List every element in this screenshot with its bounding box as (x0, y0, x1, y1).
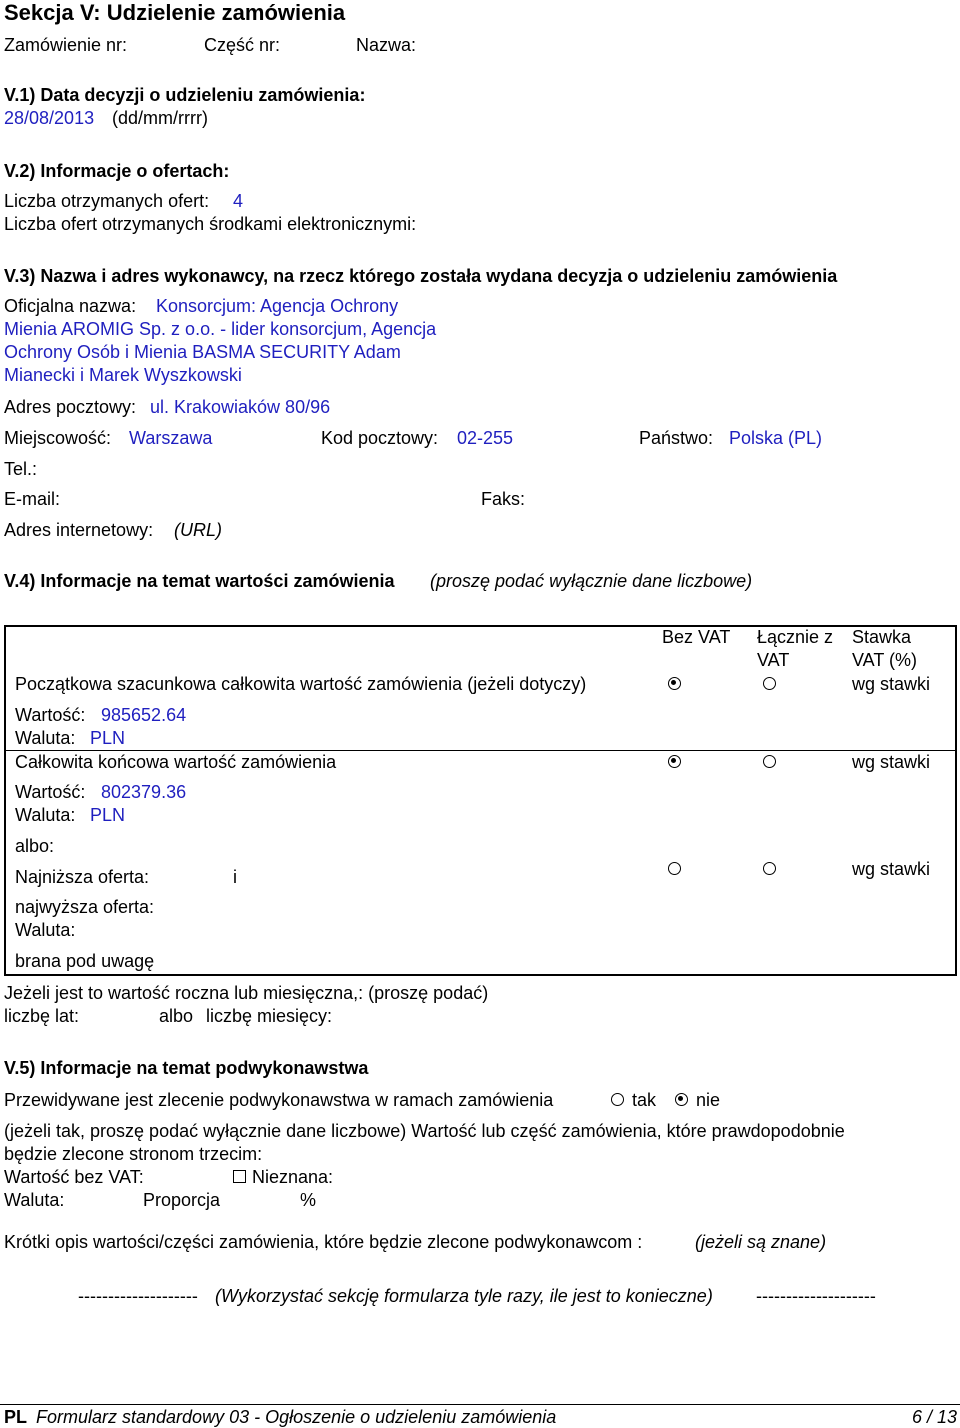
initial-vat-rate: wg stawki (852, 674, 931, 694)
initial-currency-label: Waluta: (15, 728, 76, 748)
unknown-label: Nieznana: (252, 1167, 334, 1187)
subcontract-currency-label: Waluta: (4, 1190, 65, 1210)
tel-label: Tel.: (4, 459, 38, 479)
col-header-lacznie: VAT (757, 650, 790, 670)
offers-count-label: Liczba otrzymanych ofert: (4, 191, 210, 211)
unknown-checkbox[interactable] (233, 1170, 246, 1183)
repeat-note-text: (Wykorzystać sekcję formularza tyle razy, ile jest to konieczne) (215, 1286, 713, 1306)
final-value-label: Całkowita końcowa wartość zamówienia (15, 752, 337, 772)
order-no-label: Zamówienie nr: (4, 35, 128, 55)
name-label: Nazwa: (356, 35, 417, 55)
initial-value-label: Początkowa szacunkowa całkowita wartość zamówienia (jeżeli dotyczy) (15, 674, 587, 694)
months-label: liczbę miesięcy: (206, 1006, 333, 1026)
col-header-bez-vat: Bez VAT (662, 627, 731, 647)
subcontract-note: będzie zlecone stronom trzecim: (4, 1144, 263, 1164)
range-currency-label: Waluta: (15, 920, 76, 940)
subcontract-no-label: nie (696, 1090, 721, 1110)
initial-amount-label: Wartość: (15, 705, 86, 725)
and-label: i (233, 867, 237, 887)
section-title: Sekcja V: Udzielenie zamówienia (4, 0, 346, 25)
range-vat-rate: wg stawki (852, 859, 931, 879)
subcontract-yes-radio[interactable] (611, 1093, 624, 1106)
footer-lang: PL (4, 1407, 28, 1427)
lowest-offer-label: Najniższa oferta: (15, 867, 150, 887)
short-description-hint: (jeżeli są znane) (695, 1232, 827, 1252)
final-lacznie-vat-radio[interactable] (763, 755, 776, 768)
official-name-line: Mienia AROMIG Sp. z o.o. - lider konsorcjum, Agencja (4, 319, 437, 339)
website-hint: (URL) (174, 520, 222, 540)
highest-offer-label: najwyższa oferta: (15, 897, 155, 917)
value-no-vat-label: Wartość bez VAT: (4, 1167, 144, 1187)
v3-heading: V.3) Nazwa i adres wykonawcy, na rzecz którego została wydana decyzja o udzieleniu zamówienia (4, 266, 838, 286)
footer-rule (0, 1404, 960, 1405)
electronic-offers-label: Liczba ofert otrzymanych środkami elektronicznymi: (4, 214, 417, 234)
col-header-stawka: Stawka (852, 627, 912, 647)
city-value: Warszawa (129, 428, 213, 448)
postal-code-label: Kod pocztowy: (321, 428, 439, 448)
annual-monthly-note: Jeżeli jest to wartość roczna lub miesięczna,: (proszę podać) (4, 983, 489, 1003)
v2-heading: V.2) Informacje o ofertach: (4, 161, 230, 181)
official-name-label: Oficjalna nazwa: (4, 296, 137, 316)
considered-label: brana pod uwagę (15, 951, 155, 971)
date-format-hint: (dd/mm/rrrr) (112, 108, 208, 128)
country-label: Państwo: (639, 428, 714, 448)
percent-label: % (300, 1190, 317, 1210)
subcontract-question: Przewidywane jest zlecenie podwykonawstwa w ramach zamówienia (4, 1090, 554, 1110)
v4-heading-hint: (proszę podać wyłącznie dane liczbowe) (430, 571, 753, 591)
country-value: Polska (PL) (729, 428, 823, 448)
postal-code-value: 02-255 (457, 428, 514, 448)
email-label: E-mail: (4, 489, 61, 509)
decision-date: 28/08/2013 (4, 108, 95, 128)
postal-address-value: ul. Krakowiaków 80/96 (150, 397, 331, 417)
initial-lacznie-vat-radio[interactable] (763, 677, 776, 690)
final-currency-label: Waluta: (15, 805, 76, 825)
final-amount-label: Wartość: (15, 782, 86, 802)
initial-currency-value: PLN (90, 728, 126, 748)
repeat-dashes-left: -------------------- (78, 1286, 198, 1306)
albo-label: albo (159, 1006, 194, 1026)
v5-heading: V.5) Informacje na temat podwykonawstwa (4, 1058, 369, 1078)
official-name-line: Konsorcjum: Agencja Ochrony (156, 296, 399, 316)
official-name-line: Mianecki i Marek Wyszkowski (4, 365, 242, 385)
range-bez-vat-radio[interactable] (668, 862, 681, 875)
footer-form-title: Formularz standardowy 03 - Ogłoszenie o udzieleniu zamówienia (36, 1407, 557, 1427)
subcontract-note: (jeżeli tak, proszę podać wyłącznie dane liczbowe) Wartość lub część zamówienia, które prawdopodobnie (4, 1121, 845, 1141)
official-name-line: Ochrony Osób i Mienia BASMA SECURITY Adam (4, 342, 401, 362)
proportion-label: Proporcja (143, 1190, 221, 1210)
offers-count-value: 4 (233, 191, 244, 211)
v4-heading: V.4) Informacje na temat wartości zamówienia (4, 571, 395, 591)
initial-bez-vat-radio[interactable] (668, 677, 681, 690)
col-header-lacznie: Łącznie z (757, 627, 834, 647)
final-bez-vat-radio[interactable] (668, 755, 681, 768)
col-header-stawka: VAT (%) (852, 650, 918, 670)
footer-page-number: 6 / 13 (912, 1407, 958, 1427)
city-label: Miejscowość: (4, 428, 112, 448)
years-label: liczbę lat: (4, 1006, 80, 1026)
part-no-label: Część nr: (204, 35, 281, 55)
final-currency-value: PLN (90, 805, 126, 825)
postal-address-label: Adres pocztowy: (4, 397, 137, 417)
fax-label: Faks: (481, 489, 526, 509)
website-label: Adres internetowy: (4, 520, 154, 540)
short-description-label: Krótki opis wartości/części zamówienia, które będzie zlecone podwykonawcom : (4, 1232, 643, 1252)
final-amount-value: 802379.36 (101, 782, 187, 802)
final-vat-rate: wg stawki (852, 752, 931, 772)
v1-heading: V.1) Data decyzji o udzieleniu zamówienia: (4, 85, 366, 105)
initial-amount-value: 985652.64 (101, 705, 187, 725)
subcontract-yes-label: tak (632, 1090, 657, 1110)
repeat-dashes-right: -------------------- (756, 1286, 876, 1306)
or-label: albo: (15, 836, 55, 856)
range-lacznie-vat-radio[interactable] (763, 862, 776, 875)
subcontract-no-radio[interactable] (675, 1093, 688, 1106)
